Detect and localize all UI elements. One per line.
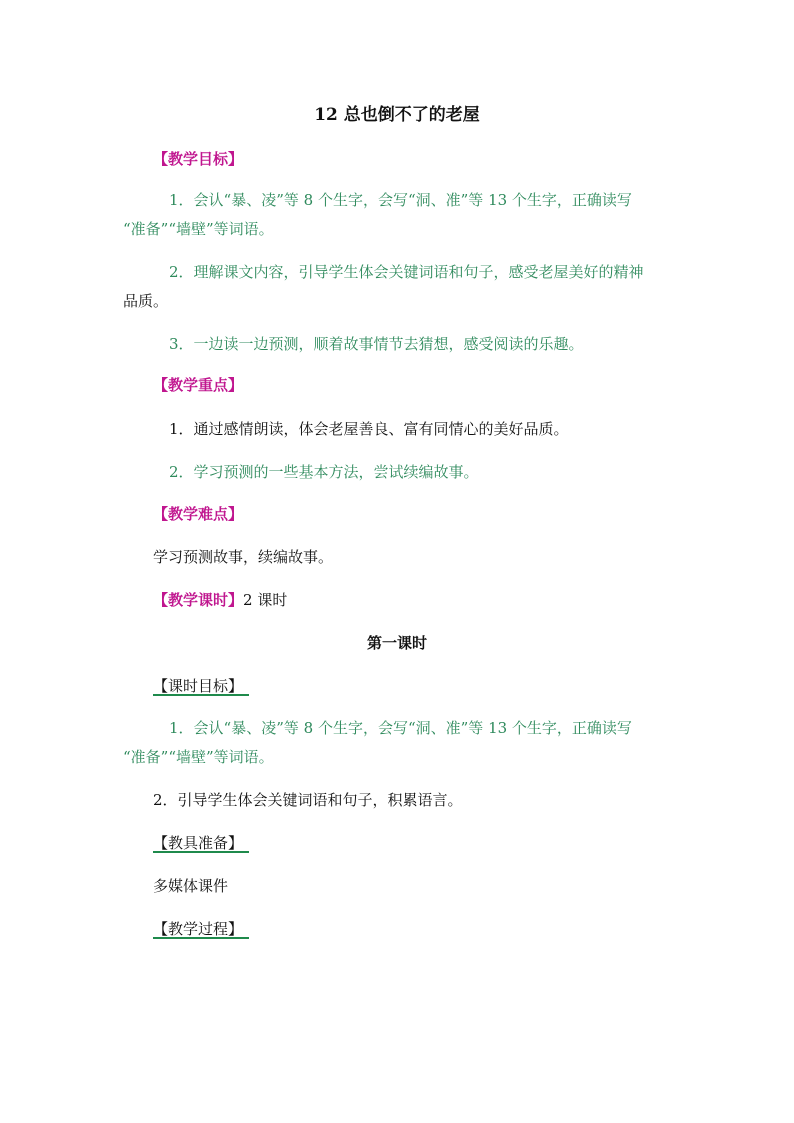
class-hours-row [153,590,287,610]
lesson-goal-1-line-1: 1．会认“暴、凌”等 8 个生字，会写“洞、准”等 13 个生字，正确读写 [169,719,632,737]
lesson-1-title: 第一课时 [366,634,427,652]
difficult-points-heading: 【教学难点】 [153,505,244,523]
lesson-goals-underline [153,694,249,696]
goal-3: 3．一边读一边预测，顺着故事情节去猜想，感受阅读的乐趣。 [169,335,584,353]
key-points-heading: 【教学重点】 [153,376,244,394]
page-title: 12 总也倒不了的老屋 [314,105,480,125]
goal-1-line-2: “准备”“墙壁”等词语。 [123,220,274,238]
goal-2-line-1: 2．理解课文内容，引导学生体会关键词语和句子，感受老屋美好的精神 [169,263,644,281]
key-point-2: 2．学习预测的一些基本方法，尝试续编故事。 [169,463,479,481]
class-hours-heading: 【教学课时】 [153,591,244,609]
teaching-tools-text: 多媒体课件 [153,877,229,895]
key-point-1: 1．通过感情朗读，体会老屋善良、富有同情心的美好品质。 [169,420,569,438]
class-hours-value: 2 课时 [243,591,288,609]
goal-2-line-2: 品质。 [123,292,169,310]
goal-1-line-1: 1．会认“暴、凌”等 8 个生字，会写“洞、准”等 13 个生字，正确读写 [169,191,632,209]
teaching-tools-heading: 【教具准备】 [153,834,244,852]
teaching-tools-underline [153,851,249,853]
lesson-goals-heading: 【课时目标】 [153,677,244,695]
difficult-points-text: 学习预测故事，续编故事。 [153,548,334,566]
teaching-goals-heading: 【教学目标】 [153,150,244,168]
teaching-process-underline [153,937,249,939]
lesson-goal-1-line-2: “准备”“墙壁”等词语。 [123,748,274,766]
lesson-goal-2: 2．引导学生体会关键词语和句子，积累语言。 [153,791,463,809]
teaching-process-heading: 【教学过程】 [153,920,244,938]
